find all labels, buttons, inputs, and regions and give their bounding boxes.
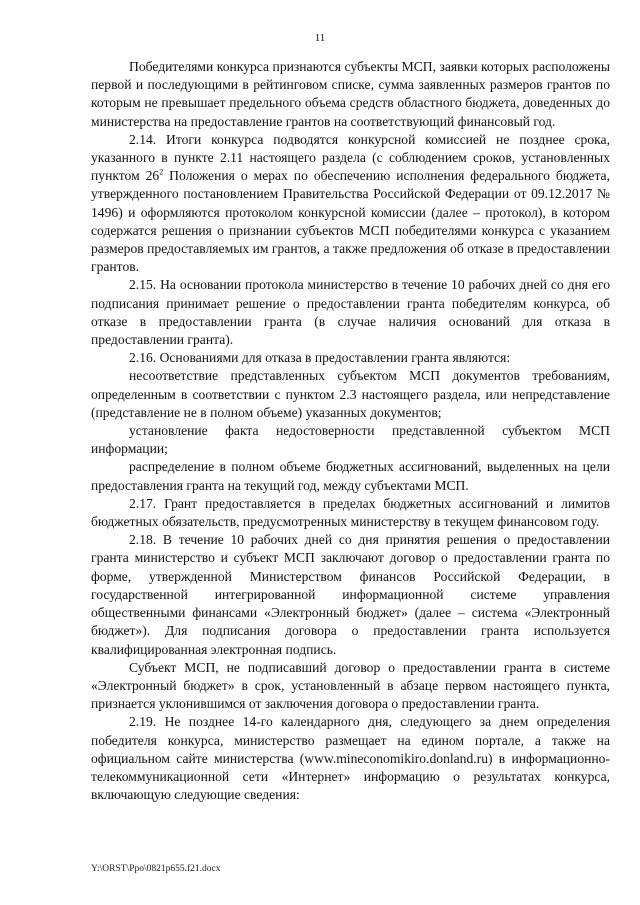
paragraph-2-18: 2.18. В течение 10 рабочих дней со дня принятия решения о предоставлении гранта министерство и субъект МСП заключают договор о предоставлении гранта по форме, утвержденной Министерством финансов Российской Федерации, в государственной интегрированной информационной системе управления общественными финансами «Электронный бюджет» (далее – система «Электронный бюджет»). Для подписания договора о предоставлении гранта используется квалифицированная электронная подпись. [91,532,610,657]
paragraph-2-14-superscript: 2 [159,167,164,177]
paragraph-2-17: 2.17. Грант предоставляется в пределах бюджетных ассигнований и лимитов бюджетных обязательств, предусмотренных министерству в текущем финансовом году. [91,495,610,530]
paragraph-2-14 [91,131,610,277]
paragraph-2-19: 2.19. Не позднее 14-го календарного дня, следующего за днем определения победителя конкурса, министерство размещает на едином портале, а также на официальном сайте министерства (www.mineconomikiro.donland.ru) в информационно-телекоммуникационной сети «Интернет» информацию о результатах конкурса, включающую следующие сведения: [91,714,610,803]
refusal-reason-budget-exhausted: распределение в полном объеме бюджетных ассигнований, выделенных на цели предоставления гранта на текущий год, между субъектами МСП. [91,459,610,493]
refusal-reason-documents: несоответствие представленных субъектом МСП документов требованиям, определенным в соответствии с пунктом 2.3 настоящего раздела, или непредставление (представление не в полном объеме) указанных документов; [91,368,610,420]
paragraph-winners: Победителями конкурса признаются субъекты МСП, заявки которых расположены первой и последующими в рейтинговом списке, сумма заявленных размеров грантов по которым не превышает предельного объема средств областного бюджета, доведенных до министерства на предоставление грантов на соответствующий финансовый год. [91,59,610,129]
paragraph-2-16: 2.16. Основаниями для отказа в предоставлении гранта являются: [129,350,511,366]
paragraph-2-14-text-end: Положения о мерах по обеспечению исполнения федерального бюджета, утвержденного постановлением Правительства Российской Федерации от 09.12.2017 № 1496) и оформляются протоколом конкурсной комиссии (далее – протокол), в котором содержатся решения о признании субъектов МСП победителями конкурса с указанием размеров предоставляемых им грантов, а также предложения об отказе в предоставлении грантов. [91,168,610,275]
document-body [91,58,610,804]
paragraph-2-14-text-start: 2.14. Итоги конкурса подводятся конкурсной комиссией не позднее срока, указанного в пункте 2.11 настоящего раздела (с соблюдением сроков, установленных пунктом 26 [91,131,610,184]
refusal-reason-false-information: установление факта недостоверности представленной субъектом МСП информации; [91,423,610,457]
paragraph-unsigned-contract: Субъект МСП, не подписавший договор о предоставлении гранта в системе «Электронный бюджет» в срок, установленный в абзаце первом настоящего пункта, признается уклонившимся от заключения договора о предоставлении гранта. [91,659,610,712]
document-file-path: Y:\ORST\Ppo\0821p655.f21.docx [91,864,221,874]
page-number: 11 [314,32,326,44]
paragraph-2-15: 2.15. На основании протокола министерство в течение 10 рабочих дней со дня его подписания принимает решение о предоставлении гранта победителям конкурса, об отказе в предоставлении гранта (в случае наличия оснований для отказа в предоставлении гранта). [91,277,610,348]
